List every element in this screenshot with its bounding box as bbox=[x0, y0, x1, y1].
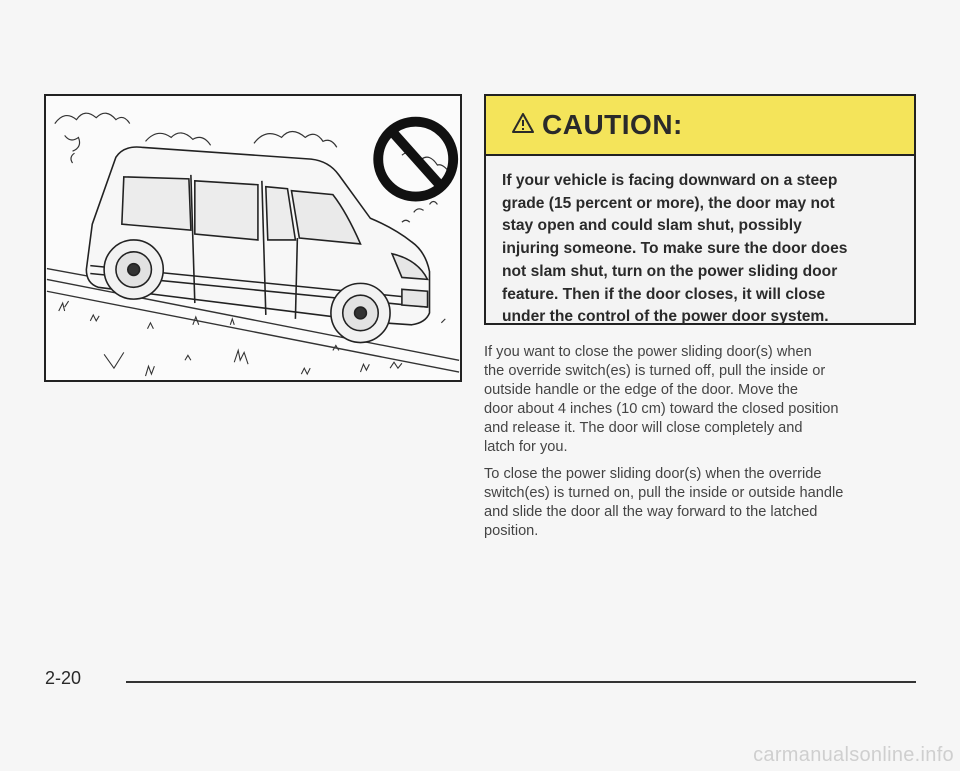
paragraph-line: and slide the door all the way forward to the latched bbox=[484, 503, 818, 520]
paragraph-close-override-off bbox=[484, 343, 924, 456]
caution-text bbox=[486, 156, 914, 329]
caution-box bbox=[484, 94, 916, 325]
paragraph-line: outside handle or the edge of the door. Move the bbox=[484, 381, 798, 398]
caution-line: injuring someone. To make sure the door does bbox=[502, 240, 848, 258]
caution-line: If your vehicle is facing downward on a steep bbox=[502, 172, 838, 189]
caution-line: grade (15 percent or more), the door may not bbox=[502, 194, 835, 212]
caution-line: not slam shut, turn on the power sliding door bbox=[502, 262, 838, 280]
paragraph-line: position. bbox=[484, 522, 539, 539]
page-number: 2-20 bbox=[45, 668, 82, 688]
caution-line: under the control of the power door system. bbox=[502, 308, 829, 326]
paragraph-line: and release it. The door will close completely and bbox=[484, 419, 803, 436]
no-symbol-icon bbox=[378, 122, 453, 197]
warning-triangle-icon bbox=[512, 113, 534, 138]
paragraph-line: switch(es) is turned on, pull the inside or outside handle bbox=[484, 484, 844, 501]
caution-title: CAUTION: bbox=[542, 109, 683, 140]
paragraph-line: If you want to close the power sliding door(s) when bbox=[484, 344, 812, 360]
paragraph-line: the override switch(es) is turned off, pull the inside or bbox=[484, 362, 826, 379]
watermark: carmanualsonline.info bbox=[753, 744, 954, 766]
van-on-slope-illustration bbox=[44, 94, 462, 382]
paragraph-close-override-on bbox=[484, 465, 924, 541]
van-on-slope-drawing bbox=[46, 96, 460, 380]
paragraph-line: latch for you. bbox=[484, 438, 568, 455]
paragraph-line: To close the power sliding door(s) when the override bbox=[484, 466, 822, 482]
footer-rule bbox=[126, 681, 916, 683]
caution-line: feature. Then if the door closes, it will close bbox=[502, 285, 826, 303]
caution-line: stay open and could slam shut, possibly bbox=[502, 217, 802, 235]
caution-header bbox=[486, 96, 914, 156]
paragraph-line: door about 4 inches (10 cm) toward the closed position bbox=[484, 400, 839, 417]
